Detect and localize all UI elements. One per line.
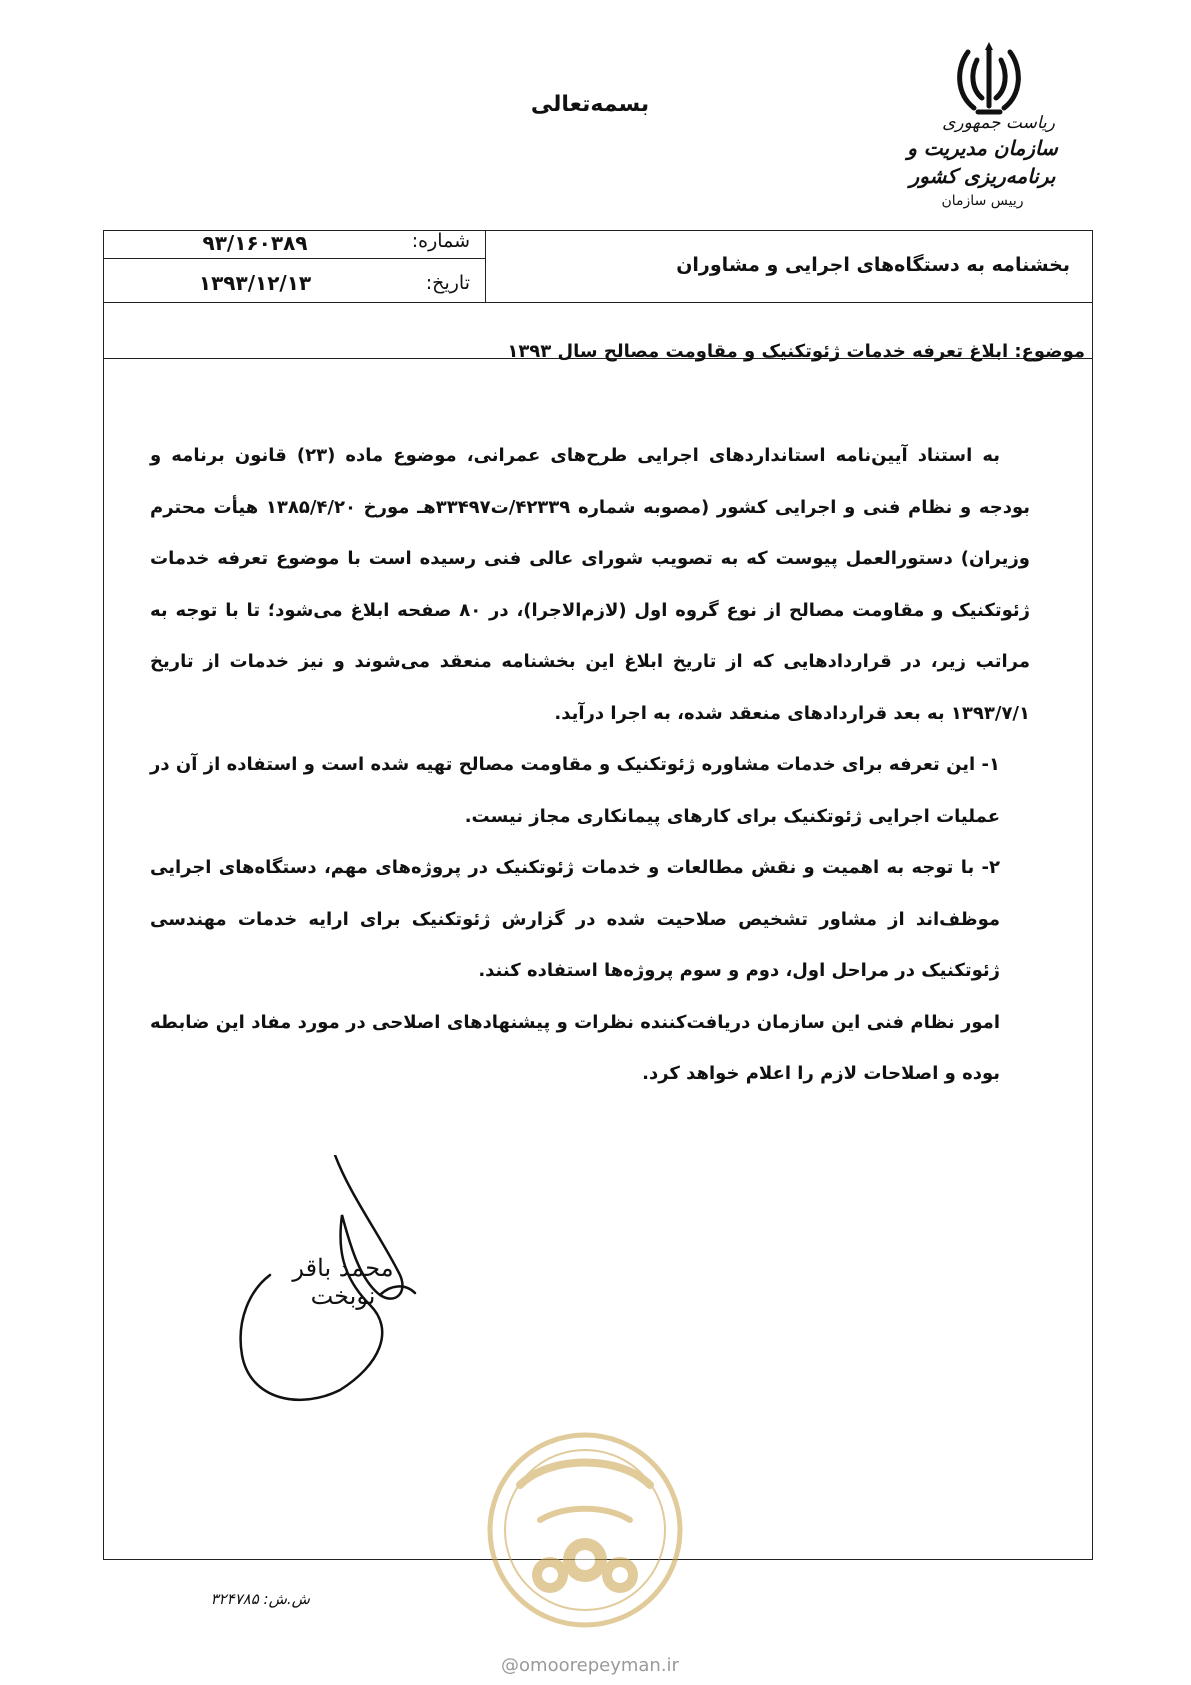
- number-label: شماره:: [411, 230, 470, 252]
- divider-meta-middle: [103, 258, 485, 259]
- body-paragraph: به استناد آیین‌نامه استانداردهای اجرایی طرح‌های عمرانی، موضوع ماده (۲۳) قانون برنامه و بودجه و نظام فنی و اجرایی کشور (مصوبه شماره ۴۲۳۳۹/ت۳۳۴۹۷هـ مورخ ۱۳۸۵/۴/۲۰ هیأت محترم وزیران) دستورالعمل پیوست که به تصویب شورای عالی فنی رسیده است با موضوع تعرفه خدمات ژئوتکنیک و مقاومت مصالح از نوع گروه اول (لازم‌الاجرا)، در ۸۰ صفحه ابلاغ می‌شود؛ تا با توجه به مراتب زیر، در قراردادهایی که از تاریخ ابلاغ این بخشنامه منعقد می‌شوند و نیز خدمات از تاریخ ۱۳۹۳/۷/۱ به بعد قراردادهای منعقد شده، به اجرا درآید.: [150, 445, 1031, 724]
- recipient-line: بخشنامه به دستگاه‌های اجرایی و مشاوران: [676, 254, 1070, 276]
- body-closing: امور نظام فنی این سازمان دریافت‌کننده نظرات و پیشنهادهای اصلاحی در مورد مفاد این ضابطه بوده و اصلاحات لازم را اعلام خواهد کرد.: [150, 1011, 1000, 1084]
- subject-line: موضوع: ابلاغ تعرفه خدمات ژئوتکنیک و مقاومت مصالح سال ۱۳۹۳: [507, 341, 1085, 362]
- divider-meta-vertical: [485, 230, 486, 302]
- registration-number: ش.ش: ۳۲۴۷۸۵: [210, 1590, 310, 1608]
- signer-name: محمد باقر نوبخت: [292, 1254, 394, 1310]
- organization-block: [870, 112, 1095, 212]
- letter-date: ۱۳۹۳/۱۲/۱۳: [198, 271, 312, 295]
- letter-number: ۹۳/۱۶۰۳۸۹: [202, 231, 308, 255]
- letter-body: [150, 430, 1030, 1100]
- org-head-title: رییس سازمان: [941, 193, 1024, 209]
- body-item-2: ۲- با توجه به اهمیت و نقش مطالعات و خدمات ژئوتکنیک در پروژه‌های مهم، دستگاه‌های اجرایی موظف‌اند از مشاور تشخیص صلاحیت شده در گزارش ژئوتکنیک برای ارایه خدمات مهندسی ژئوتکنیک در مراحل اول، دوم و سوم پروژه‌ها استفاده کنند.: [150, 857, 1000, 981]
- body-item-1: ۱- این تعرفه برای خدمات مشاوره ژئوتکنیک و مقاومت مصالح تهیه شده است و استفاده از آن در عملیات اجرایی ژئوتکنیک برای کارهای پیمانکاری مجاز نیست.: [150, 754, 1000, 827]
- stamp-watermark-icon: [480, 1425, 690, 1645]
- basmala-heading: بسمه‌تعالی: [530, 92, 650, 117]
- iran-emblem-icon: [948, 40, 1030, 122]
- date-label: تاریخ:: [425, 272, 470, 294]
- org-name: سازمان مدیریت و برنامه‌ریزی کشور: [907, 136, 1058, 188]
- watermark-url: @omoorepeyman.ir: [501, 1655, 679, 1676]
- org-presidency: ریاست جمهوری: [942, 113, 1055, 133]
- divider-header-bottom: [103, 302, 1093, 303]
